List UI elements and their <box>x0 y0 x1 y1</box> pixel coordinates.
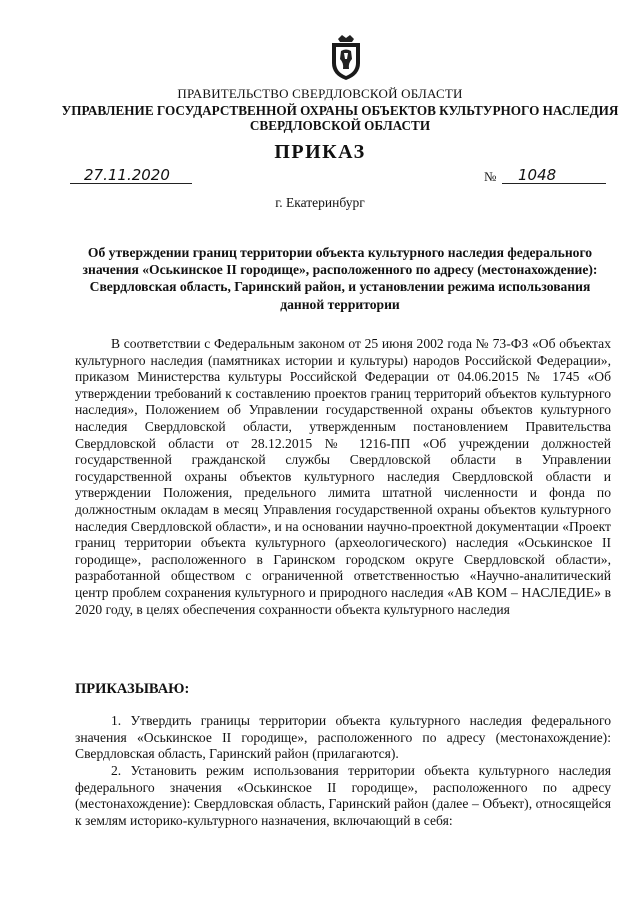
department-name: УПРАВЛЕНИЕ ГОСУДАРСТВЕННОЙ ОХРАНЫ ОБЪЕКТОВ КУЛЬТУРНОГО НАСЛЕДИЯ СВЕРДЛОВСКОЙ ОБЛАСТИ <box>61 103 619 133</box>
document-type-title: ПРИКАЗ <box>274 141 366 163</box>
preamble-paragraph: В соответствии с Федеральным законом от 25 июня 2002 года № 73-ФЗ «Об объектах культурного наследия (памятниках истории и культуры) народов Российской Федерации», приказом Министерства культуры Российской Федерации от 04.06.2015 № 1745 «Об утверждении требований к составлению проектов границ территорий объектов культурного наследия», Положением об Управлении государственной охраны объектов культурного наследия Свердловской области, утвержденным постановлением Правительства Свердловской области от 28.12.2015 № 1216-ПП «Об учреждении должностей государственной гражданской службы Свердловской области в Управлении государственной охраны объектов культурного наследия Свердловской области и утверждении Положения, предельного лимита штатной численности и фонда по должностным окладам в месяц Управления государственной охраны объектов культурного наследия Свердловской области», и на основании научно-проектной документации «Проект границ территории объекта культурного (археологического) наследия «Оськинское II городище», расположенного в Гаринском городском округе Свердловской области», разработанной обществом с ограниченной ответственностью «Научно-аналитический центр проблем сохранения культурного и природного наследия «АВ КОМ – НАСЛЕДИЕ» в 2020 году, в целях обеспечения сохранности объекта культурного наследия <box>75 336 611 617</box>
city: г. Екатеринбург <box>275 195 365 210</box>
order-heading: ПРИКАЗЫВАЮ: <box>75 681 190 697</box>
order-item-1: 1. Утвердить границы территории объекта культурного наследия федерального значения «Оськинское II городище», расположенного по адресу (местонахождение): Свердловская область, Гаринский район (прилагаются). <box>75 713 611 762</box>
coat-of-arms-icon <box>328 33 364 81</box>
number-label: № <box>484 169 497 184</box>
document-number-field <box>484 166 608 184</box>
document-number: 1048 <box>502 166 606 184</box>
order-item-2: 2. Установить режим использования территории объекта культурного наследия федерального значения «Оськинское II городище», расположенного по адресу (местонахождение): Свердловская область, Гаринский район (далее – Объект), относящейся к землям историко-культурного назначения, включающий в себя: <box>75 763 611 828</box>
document-subject: Об утверждении границ территории объекта культурного наследия федерального значения «Оськинское II городище», расположенного по адресу (местонахождение): Свердловская область, Гаринский район, и установлении режима использования данной территории <box>82 245 598 312</box>
document-date: 27.11.2020 <box>70 166 192 184</box>
government-name: ПРАВИТЕЛЬСТВО СВЕРДЛОВСКОЙ ОБЛАСТИ <box>177 86 463 101</box>
